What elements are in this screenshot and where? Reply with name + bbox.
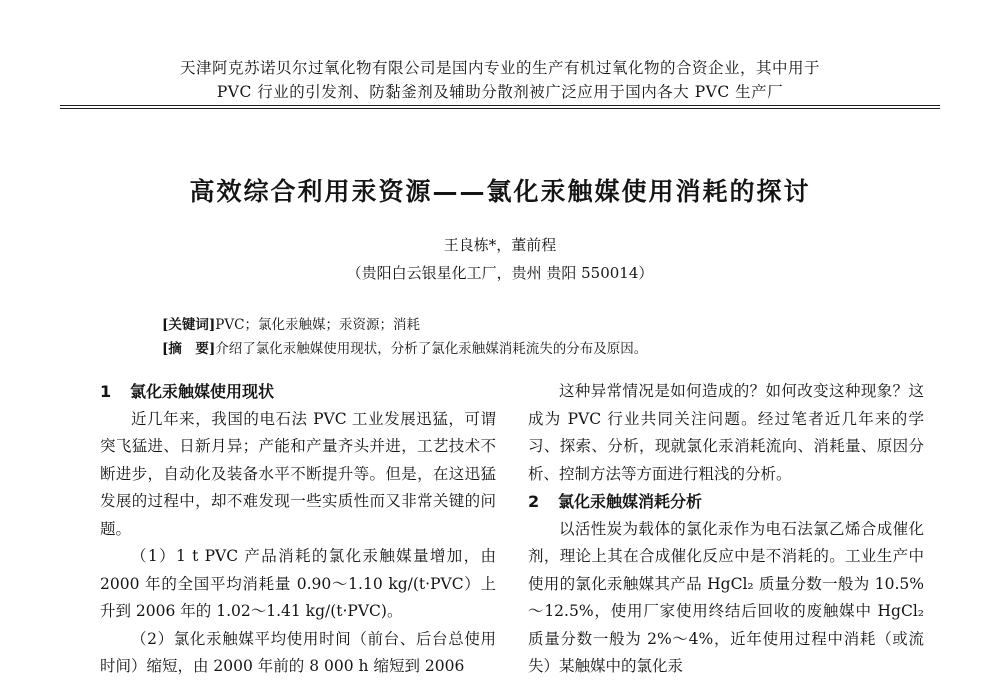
- right-column: [528, 378, 924, 681]
- left-paragraph-2: （1）1 t PVC 产品消耗的氯化汞触媒量增加，由 2000 年的全国平均消耗量 0.90～1.10 kg/(t·PVC）上升到 2006 年的 1.02～1.41 kg/(t·PVC)。: [100, 547, 496, 620]
- keywords-text: PVC；氯化汞触媒；汞资源；消耗: [215, 317, 420, 333]
- banner-rule-bottom: [60, 108, 940, 109]
- left-paragraph-3: （2）氯化汞触媒平均使用时间（前台、后台总使用时间）缩短，由 2000 年前的 8 000 h 缩短到 2006: [100, 629, 496, 675]
- keywords-line: [162, 313, 942, 333]
- author-line: 王良栋*，董前程: [443, 236, 557, 254]
- article-title: 高效综合利用汞资源——氯化汞触媒使用消耗的探讨: [189, 177, 811, 206]
- abstract-label: [摘 要]: [162, 341, 216, 357]
- section-1-title: 氯化汞触媒使用现状: [130, 382, 275, 401]
- section-2-number: 2: [528, 492, 540, 511]
- right-paragraph-2: 以活性炭为载体的氯化汞作为电石法氯乙烯合成催化剂，理论上其在合成催化反应中是不消耗的。工业生产中使用的氯化汞触媒其产品 HgCl₂ 质量分数一般为 10.5%～12.5%，使用厂家使用终结后回收的废触媒中 HgCl₂ 质量分数一般为 2%～4%，近年使用过程中消耗（或流失）某触媒中的氯化汞: [528, 519, 924, 675]
- affiliation-line: （贵阳白云银星化工厂，贵州 贵阳 550014）: [346, 264, 654, 282]
- section-1-heading: [100, 378, 496, 406]
- abstract-line: [162, 337, 942, 357]
- section-1-number: 1: [100, 382, 112, 401]
- keywords-label: [关键词]: [162, 317, 216, 333]
- section-2-heading: [528, 488, 924, 516]
- banner-rule-top: [60, 105, 940, 106]
- right-paragraph-1: 这种异常情况是如何造成的？如何改变这种现象？这成为 PVC 行业共同关注问题。经过笔者近几年来的学习、探索、分析，现就氯化汞消耗流向、消耗量、原因分析、控制方法等方面进行粗浅的分析。: [528, 382, 924, 483]
- left-paragraph-1: 近几年来，我国的电石法 PVC 工业发展迅猛，可谓突飞猛进、日新月异；产能和产量齐头并进，工艺技术不断进步，自动化及装备水平不断提升等。但是，在这迅猛发展的过程中，却不难发现一些实质性而又非常关键的问题。: [100, 409, 496, 538]
- section-2-title: 氯化汞触媒消耗分析: [558, 492, 703, 511]
- banner-line-2: PVC 行业的引发剂、防黏釜剂及辅助分散剂被广泛应用于国内各大 PVC 生产厂: [216, 83, 784, 101]
- left-column: [100, 378, 496, 681]
- banner-line-1: 天津阿克苏诺贝尔过氧化物有限公司是国内专业的生产有机过氧化物的合资企业，其中用于: [179, 59, 820, 77]
- abstract-text: 介绍了氯化汞触媒使用现状，分析了氯化汞触媒消耗流失的分布及原因。: [215, 341, 648, 357]
- sponsor-banner: [60, 56, 940, 104]
